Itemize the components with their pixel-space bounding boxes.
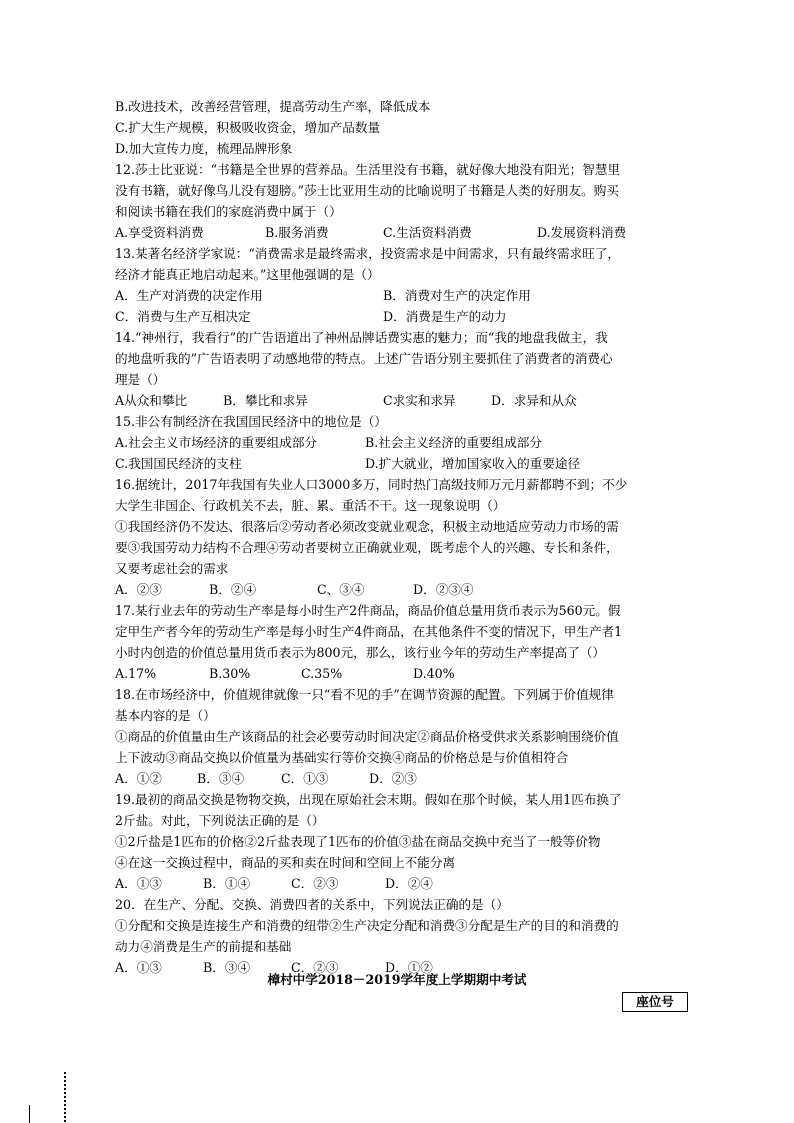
q19-options xyxy=(115,874,695,894)
q12-option-a: A.享受资料消费 xyxy=(115,225,204,240)
q17-stem-line3: 小时内创造的价值总量用货币表示为800元，那么，该行业今年的劳动生产率提高了（） xyxy=(115,645,606,660)
q15-option-b: B.社会主义经济的重要组成部分 xyxy=(365,435,542,450)
q16-stem-line1: 16.据统计，2017年我国有失业人口3000多万，同时热门高级技师万元月薪都聘不到；不少 xyxy=(115,477,628,492)
q19-statement-line2: ④在这一交换过程中，商品的买和卖在时间和空间上不能分离 xyxy=(115,855,456,870)
q17-stem-line2: 定甲生产者今年的劳动生产率是每小时生产4件商品，在其他条件不变的情况下，甲生产者1 xyxy=(115,624,623,639)
q17-option-c: C.35% xyxy=(301,666,343,681)
q20-stem: 20．在生产、分配、交换、消费四者的关系中，下列说法正确的是（） xyxy=(115,897,509,912)
q18-option-a: A．①② xyxy=(115,771,162,786)
q19-stem-line2: 2斤盐。对此，下列说法正确的是（） xyxy=(115,813,325,828)
q19-option-d: D．②④ xyxy=(385,876,433,891)
q13-option-a: A．生产对消费的决定作用 xyxy=(115,288,263,303)
q15-options-row1 xyxy=(115,433,695,453)
q18-option-c: C．①③ xyxy=(281,771,329,786)
q19-stem-line1: 19.最初的商品交换是物物交换，出现在原始社会末期。假如在那个时候，某人用1匹布换了 xyxy=(115,792,622,807)
q13-stem-line1: 13.某著名经济学家说：“消费需求是最终需求，投资需求是中间需求，只有最终需求旺了， xyxy=(115,246,621,261)
q12-option-d: D.发展资料消费 xyxy=(537,225,627,240)
q17-options xyxy=(115,664,695,684)
q19-option-a: A．①③ xyxy=(115,876,162,891)
q16-option-b: B．②④ xyxy=(209,582,257,597)
q16-statement-line1: ①我国经济仍不发达、很落后②劳动者必须改变就业观念，积极主动地适应劳动力市场的需 xyxy=(115,519,619,534)
q13-option-b: B．消费对生产的决定作用 xyxy=(383,288,531,303)
q20-statement-line1: ①分配和交换是连接生产和消费的纽带②生产决定分配和消费③分配是生产的目的和消费的 xyxy=(115,918,619,933)
q13-option-d: D．消费是生产的动力 xyxy=(383,309,507,324)
q16-statement-line3: 又要考虑社会的需求 xyxy=(115,561,229,576)
q17-option-a: A.17% xyxy=(115,666,157,681)
q18-statement-line2: 上下波动③商品交换以价值量为基础实行等价交换④商品的价格总是与价值相符合 xyxy=(115,750,569,765)
q20-option-d: D．①② xyxy=(385,960,433,975)
q18-statement-line1: ①商品的价值量由生产该商品的社会必要劳动时间决定②商品价格受供求关系影响围绕价值 xyxy=(115,729,619,744)
q14-option-a: A从众和攀比 xyxy=(115,393,188,408)
q15-stem: 15.非公有制经济在我国国民经济中的地位是（） xyxy=(115,414,387,429)
q17-option-b: B.30% xyxy=(209,666,251,681)
q12-options xyxy=(115,223,695,243)
q12-option-b: B.服务消费 xyxy=(265,225,329,240)
q16-option-d: D．②③④ xyxy=(413,582,474,597)
q15-option-c: C.我国国民经济的支柱 xyxy=(115,456,242,471)
q12-option-c: C.生活资料消费 xyxy=(383,225,472,240)
q12-stem-line1: 12.莎士比亚说：“书籍是全世界的营养品。生活里没有书籍，就好像大地没有阳光；智慧里 xyxy=(115,162,621,177)
q18-stem-line2: 基本内容的是（） xyxy=(115,708,216,723)
q18-option-b: B．③④ xyxy=(197,771,245,786)
q15-option-a: A.社会主义市场经济的重要组成部分 xyxy=(115,435,318,450)
q14-stem-line2: 的地盘听我的”广告语表明了动感地带的特点。上述广告语分别主要抓住了消费者的消费心 xyxy=(115,351,613,366)
q19-statement-line1: ①2斤盐是1匹布的价格②2斤盐表现了1匹布的价值③盐在商品交换中充当了一般等价物 xyxy=(115,834,601,849)
exam-title: 樟村中学2018－2019学年度上学期期中考试 xyxy=(267,972,527,987)
q19-option-b: B．①④ xyxy=(203,876,251,891)
q15-option-d: D.扩大就业，增加国家收入的重要途径 xyxy=(365,456,581,471)
binding-dotted-line xyxy=(64,1072,66,1122)
q16-option-c: C、③④ xyxy=(317,582,365,597)
q11-option-d: D.加大宣传力度，梳理品牌形象 xyxy=(115,141,293,156)
q12-stem-line3: 和阅读书籍在我们的家庭消费中属于（） xyxy=(115,204,342,219)
q19-option-c: C．②③ xyxy=(291,876,339,891)
q20-option-b: B．③④ xyxy=(203,960,251,975)
q20-option-c: C．②③ xyxy=(291,960,339,975)
q12-stem-line2: 没有书籍，就好像鸟儿没有翅膀。”莎士比亚用生动的比喻说明了书籍是人类的好朋友。购买 xyxy=(115,183,619,198)
seat-number-box: 座位号 xyxy=(622,992,688,1012)
q11-option-b: B.改进技术，改善经营管理，提高劳动生产率，降低成本 xyxy=(115,99,431,114)
q18-option-d: D．②③ xyxy=(369,771,417,786)
q20-statement-line2: 动力④消费是生产的前提和基础 xyxy=(115,939,292,954)
q13-options-row2 xyxy=(115,307,695,327)
q18-options xyxy=(115,769,695,789)
q13-stem-line2: 经济才能真正地启动起来。”这里他强调的是（） xyxy=(115,267,380,282)
q16-stem-line2: 大学生非国企、行政机关不去，脏、累、重活不干。这一现象说明（） xyxy=(115,498,506,513)
q17-option-d: D.40% xyxy=(413,666,455,681)
q13-option-c: C．消费与生产互相决定 xyxy=(115,309,251,324)
q14-option-d: D．求异和从众 xyxy=(491,393,577,408)
q11-option-c: C.扩大生产规模，积极吸收资金，增加产品数量 xyxy=(115,120,381,135)
q16-statement-line2: 要③我国劳动力结构不合理④劳动者要树立正确就业观，既考虑个人的兴趣、专长和条件， xyxy=(115,540,619,555)
q17-stem-line1: 17.某行业去年的劳动生产率是每小时生产2件商品，商品价值总量用货币表示为560元。假 xyxy=(115,603,621,618)
q14-stem-line1: 14.“神州行，我看行”的广告语道出了神州品牌话费实惠的魅力；而“我的地盘我做主，我 xyxy=(115,330,608,345)
q14-options xyxy=(115,391,695,411)
q14-stem-line3: 理是（） xyxy=(115,372,166,387)
q14-option-c: C求实和求异 xyxy=(383,393,456,408)
q16-option-a: A．②③ xyxy=(115,582,162,597)
q13-options-row1 xyxy=(115,286,695,306)
margin-rule xyxy=(29,1105,30,1123)
q20-option-a: A．①③ xyxy=(115,960,162,975)
q16-options xyxy=(115,580,695,600)
q15-options-row2 xyxy=(115,454,695,474)
q14-option-b: B．攀比和求异 xyxy=(223,393,308,408)
q18-stem-line1: 18.在市场经济中，价值规律就像一只“看不见的手”在调节资源的配置。下列属于价值规律 xyxy=(115,687,614,702)
